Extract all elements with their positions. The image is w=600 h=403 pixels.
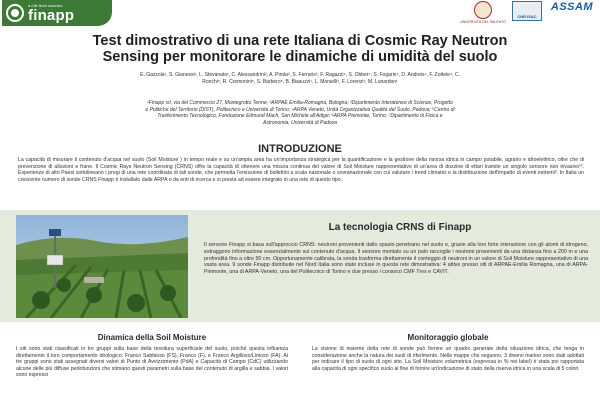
header <box>0 0 600 28</box>
finapp-logo-icon <box>6 4 24 22</box>
author-list <box>30 72 570 86</box>
dynamics-heading: Dinamica della Soil Moisture <box>97 333 207 342</box>
title-line: Sensing per monitorare le dinamiche di umidità del suolo <box>102 49 498 65</box>
dynamics-text: I siti sono stati classificati in tre gruppi sulla base della tessitura superficiale del suolo, poiché questa influenza direttamente il loro comportamento idrologico: Franco Sabbioso (FS), Franco (F), e Franco Argilloso/Limoso (FA). Ai tre gruppi sono stati assegnati diversi valori di Punto di Avvizzimento (PdA) e Capacità di Campo (CdC) utilizzando alcune delle più diffuse pedofunzioni che stimano questi parametri sulla base del contenuto di argilla e sabbia. I valori sono espressi <box>16 346 288 379</box>
technology-text: Il sensore Finapp si basa sull'approccio CRNS: neutroni provenienti dallo spazio penetrano nel suolo e, grazie alla loro forte interazione con gli atomi di idrogeno, estraggono informazione essenzialmente sul contenuto d'acqua. Il sensore montato su un palo raccoglie i neutroni provenienti da una distanza fino a 200 m e una profondità fino a oltre 50 cm. Opportunamente calibrata, la sonda trasforma direttamente il conteggio di neutroni in un valore di Soil Moisture rappresentativo di una vasta area. 9 sonde Finapp distribuite nel Nord Italia sono state incluse in questa rete dimostrativa: 4 attive presso siti di ARPAE-Emilia Romagna, una di ARPA-Piemonte, una di ARPA-Veneto, una del Politecnico di Torino e due presso i consorzi CMF Tres e CAVIT. <box>204 242 588 276</box>
monitoring-heading: Monitoraggio globale <box>407 333 489 342</box>
finapp-logo <box>2 0 112 26</box>
partner-label: UNIVERSITÀ DEL SALENTO <box>460 20 506 24</box>
affiliation-line: Trasferimento Tecnologico, Fondazione Edmund Mach, San Michele all'Adige; ⁶ARPA Piemonte, Torino; ⁷Dipartimento di Fisica e <box>157 113 443 120</box>
intro-heading: INTRODUZIONE <box>258 143 342 155</box>
affiliations <box>40 100 560 126</box>
partner-label: CNR ISAC <box>517 14 537 19</box>
partner-logo-cnr <box>512 1 542 21</box>
technology-heading: La tecnologia CRNS di Finapp <box>328 222 472 233</box>
affiliation-line: Astronomia, Università di Padova <box>263 119 337 126</box>
intro-text: La capacità di misurare il contenuto d'acqua nel suolo (Soil Moisture ) in tempo reale e su un'ampia area ha un'importanza strategica per la quantificazione e la gestione della risorsa idrica in campo potabile, agrario e idroelettrico, oltre che di prevenzione di alluvioni e frane. Il Cosmic Rays Neutron Sensing (CRNS) offre la capacità di ottenere una misura continua del valore di Soil Moisture rappresentativo di un'area di dozzine di ettari tramite un singolo sensore non invasivo¹². Esperienze di altri Paesi sottolineano i pregi di una rete coordinata di tali sonde, che permetta l'emissione di bollettini a scala nazionale o sovranazionale con cui valutare i trend climatici e la distribuzione dell'impatto di eventi estremi³. In Italia un crescente numero di sonde CRNS Finapp è installato dalle ARPA o da enti di ricerca e si presta ad essere integrato in una rete di questo tipo. <box>18 157 584 183</box>
logo-name: finapp <box>28 6 75 24</box>
affiliation-line: ¹Finapp srl, via del Commercio 27, Montegrotto Terme; ²ARPAE Emilia-Romagna, Bologna; ³Dipartimento Interateneo di Scienze, Progetto <box>147 100 453 106</box>
poster-title <box>40 33 560 65</box>
partner-logos <box>460 1 596 24</box>
monitoring-text: La visione di insieme della rete di sonde può fornire un quadro generale della situazione idrica, che tenga in considerazione anche la natura dei suoli di riferimento. Nelle mappe che seguono, 3 diversi marker sono stati adottati per indicare il tipo di suolo di ogni sito. La Soil Moisture volumetrica (espressa in % nei label) è stata poi rapportata alla capacità di ogni specifico suolo al fine di fornire un'indicazione di stato della riserva idrica in una scala di 5 colori. <box>312 346 584 372</box>
cnr-logo-icon <box>512 1 542 21</box>
author-line: Ronchi⁵, R. Cremonini⁵, S. Barbero⁵, B. Biasuzzi¹, L. Morselli¹, F. Lorenzi¹, M. Lunardon¹ <box>202 79 398 85</box>
logo-tagline: a Life from cosmics <box>28 2 63 8</box>
vineyard-image <box>16 215 188 318</box>
partner-label: ASSAM <box>550 1 594 13</box>
sensor-vineyard-photo <box>16 215 188 318</box>
author-line: E. Gazzola¹, S. Gianessi¹, L. Stevanato¹, C. Alessandrini², A. Pirola², S. Ferraris³, F. Ragazzi⁴, S. Obber⁴, S. Fogarin⁴, D. Andreis⁴, F. Zottele⁴, C. <box>140 72 460 78</box>
partner-logo-assam <box>548 1 596 21</box>
title-line: Test dimostrativo di una rete Italiana di Cosmic Ray Neutron <box>92 33 508 49</box>
partner-logo-salento <box>460 1 506 24</box>
affiliation-line: e Politiche del Territorio (DIST), Politecnico e Università di Torino; ⁴ARPA Veneto, Unità Organizzativa Qualità del Suolo, Padova; ⁵Centro di <box>145 106 455 113</box>
university-seal-icon <box>474 1 492 19</box>
